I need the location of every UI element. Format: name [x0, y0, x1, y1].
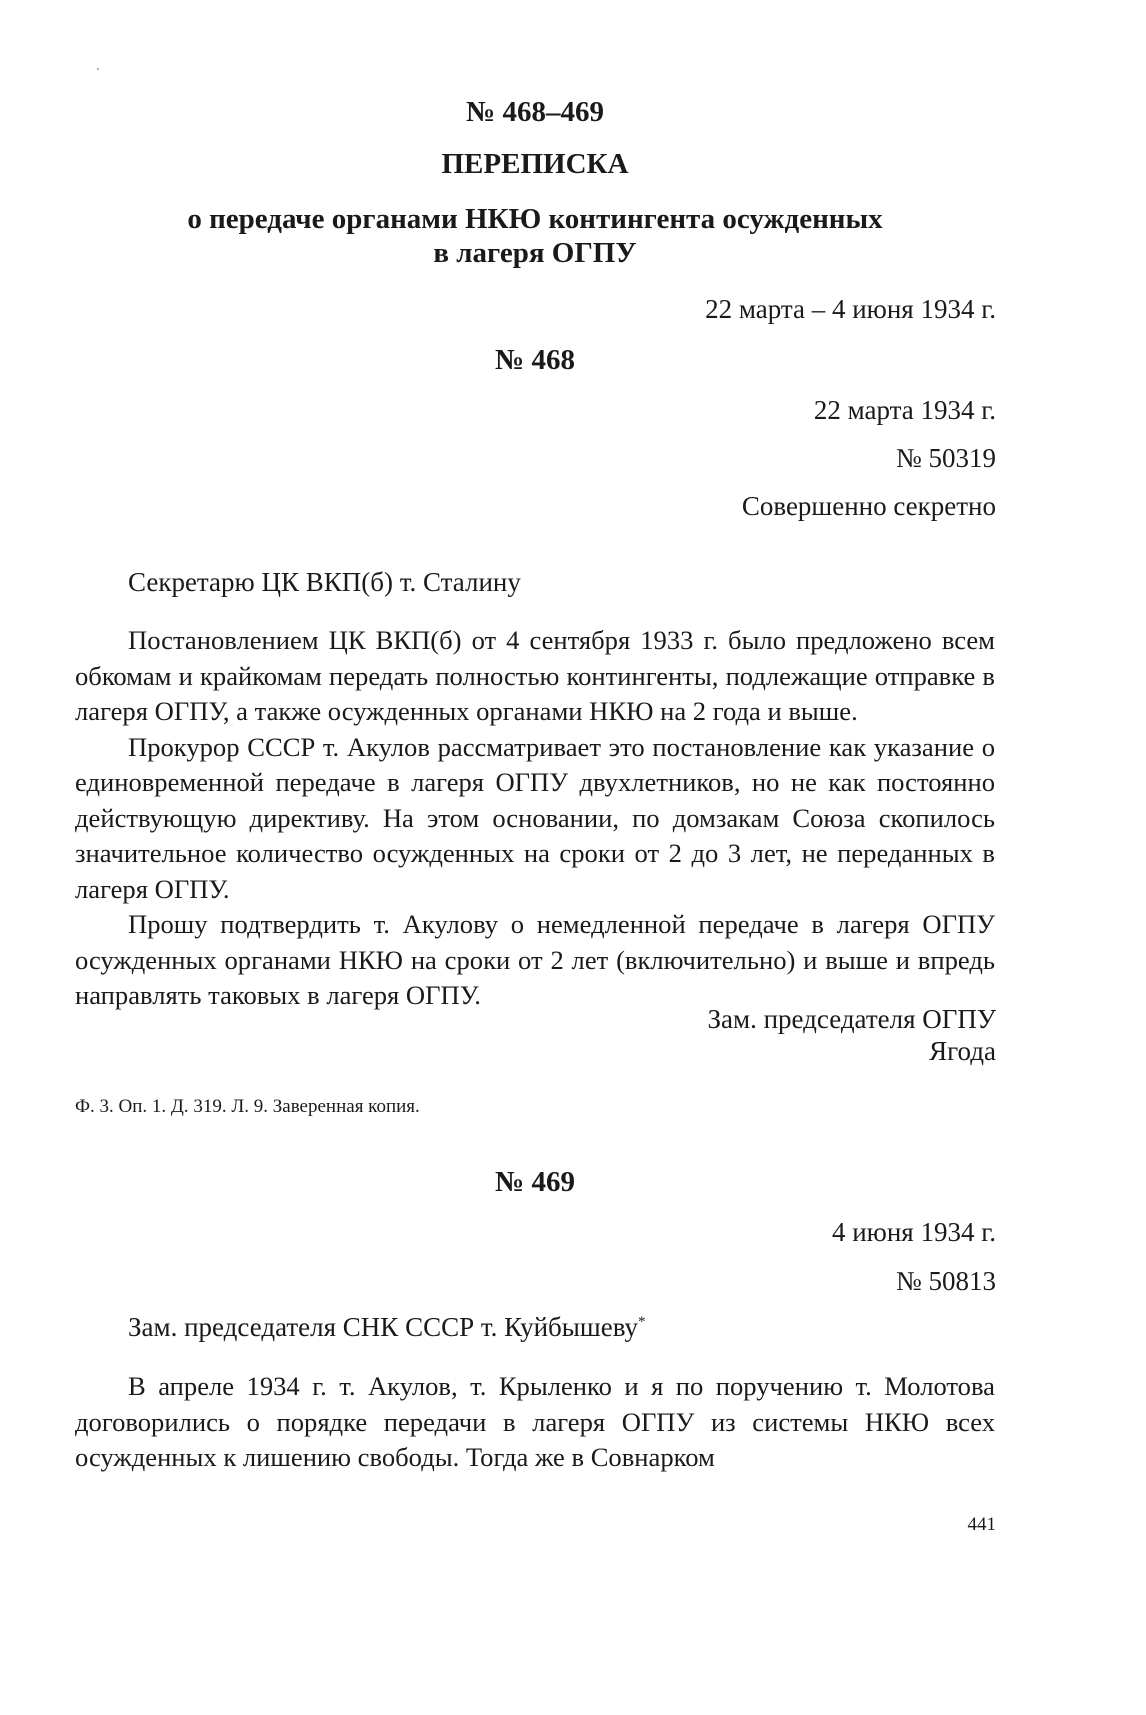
doc468-source-note: Ф. 3. Оп. 1. Д. 319. Л. 9. Заверенная копия. — [75, 1096, 420, 1117]
collection-subtitle-line1: о передаче органами НКЮ контингента осужденных — [187, 203, 883, 235]
doc469-date: 4 июня 1934 г. — [831, 1217, 996, 1247]
doc468-heading: № 468 — [495, 344, 575, 376]
collection-subtitle-line2: в лагеря ОГПУ — [433, 237, 637, 269]
doc469-addressee: Зам. председателя СНК СССР т. Куйбышеву — [128, 1312, 639, 1342]
doc468-classification: Совершенно секретно — [741, 491, 996, 521]
doc468-paragraph-1: Постановлением ЦК ВКП(б) от 4 сентября 1933 г. было предложено всем обкомам и крайкомам передать полностью контингенты, подлежащие отправке в лагеря ОГПУ, а также осужденных органами НКЮ на 2 года и выше. — [75, 625, 995, 726]
doc469-addressee-line — [128, 1311, 646, 1343]
doc468-addressee: Секретарю ЦК ВКП(б) т. Сталину — [128, 567, 521, 597]
doc468-paragraph-2: Прокурор СССР т. Акулов рассматривает это постановление как указание о единовременной передаче в лагеря ОГПУ двухлетников, но не как постоянно действующую директиву. На этом основании, по домзакам Союза скопилось значительное количество осужденных на сроки от 2 до 3 лет, не переданных в лагеря ОГПУ. — [75, 731, 995, 904]
collection-date-range: 22 марта – 4 июня 1934 г. — [705, 294, 996, 324]
page-number: 441 — [967, 1514, 996, 1535]
doc469-body — [75, 1369, 995, 1476]
collection-title: ПЕРЕПИСКА — [441, 148, 629, 180]
doc468-reg-number: № 50319 — [895, 443, 996, 473]
doc468-paragraph-3: Прошу подтвердить т. Акулову о немедленной передаче в лагеря ОГПУ осужденных органами НКЮ на сроки от 2 лет (включительно) и выше и впредь направлять таковых в лагеря ОГПУ. — [75, 909, 995, 1010]
doc468-body — [75, 623, 995, 1014]
doc468-signature-name: Ягода — [929, 1036, 996, 1066]
doc469-paragraph-1: В апреле 1934 г. т. Акулов, т. Крыленко и я по поручению т. Молотова договорились о порядке передачи в лагеря ОГПУ из системы НКЮ всех осужденных к лишению свободы. Тогда же в Совнарком — [75, 1371, 995, 1472]
scan-speck — [97, 68, 99, 70]
doc468-signature-title: Зам. председателя ОГПУ — [707, 1004, 996, 1034]
collection-number: № 468–469 — [466, 96, 604, 128]
doc468-date: 22 марта 1934 г. — [813, 395, 996, 425]
footnote-mark: * — [638, 1314, 646, 1330]
doc469-reg-number: № 50813 — [895, 1266, 996, 1296]
doc469-heading: № 469 — [495, 1166, 575, 1198]
